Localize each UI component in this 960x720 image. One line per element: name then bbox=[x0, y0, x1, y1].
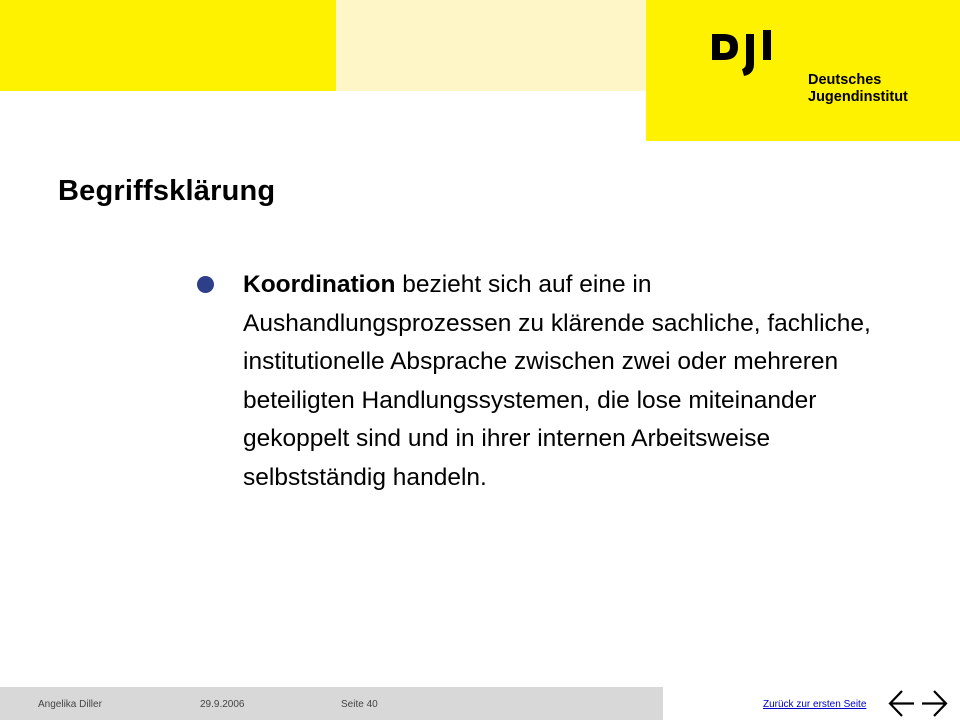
bullet-point-icon bbox=[197, 276, 214, 293]
logo-text-line2: Jugendinstitut bbox=[808, 89, 908, 105]
footer-date: 29.9.2006 bbox=[200, 699, 245, 710]
bullet-body: bezieht sich auf eine in Aushandlungsprozessen zu klärende sachliche, fachliche, institutionelle Absprache zwischen zwei oder mehreren beteiligten Handlungssystemen, die lose miteinander gekoppelt sind und in ihrer internen Arbeitsweise selbstständig handeln. bbox=[243, 271, 871, 491]
footer-author: Angelika Diller bbox=[38, 699, 102, 710]
dji-logo bbox=[646, 0, 960, 141]
back-to-first-slide-link[interactable]: Zurück zur ersten Seite bbox=[763, 699, 867, 710]
bullet-keyword: Koordination bbox=[243, 271, 396, 298]
arrow-right-icon[interactable] bbox=[920, 687, 950, 720]
header-yellow-band bbox=[0, 0, 336, 91]
footer-page-number: Seite 40 bbox=[341, 699, 378, 710]
arrow-left-icon[interactable] bbox=[886, 687, 916, 720]
dji-logo-text bbox=[808, 72, 908, 106]
dji-logo-mark-icon bbox=[710, 28, 785, 84]
header-pale-band bbox=[336, 0, 646, 91]
bullet-text bbox=[243, 266, 903, 497]
slide-title: Begriffsklärung bbox=[58, 175, 276, 207]
logo-text-line1: Deutsches bbox=[808, 72, 882, 88]
